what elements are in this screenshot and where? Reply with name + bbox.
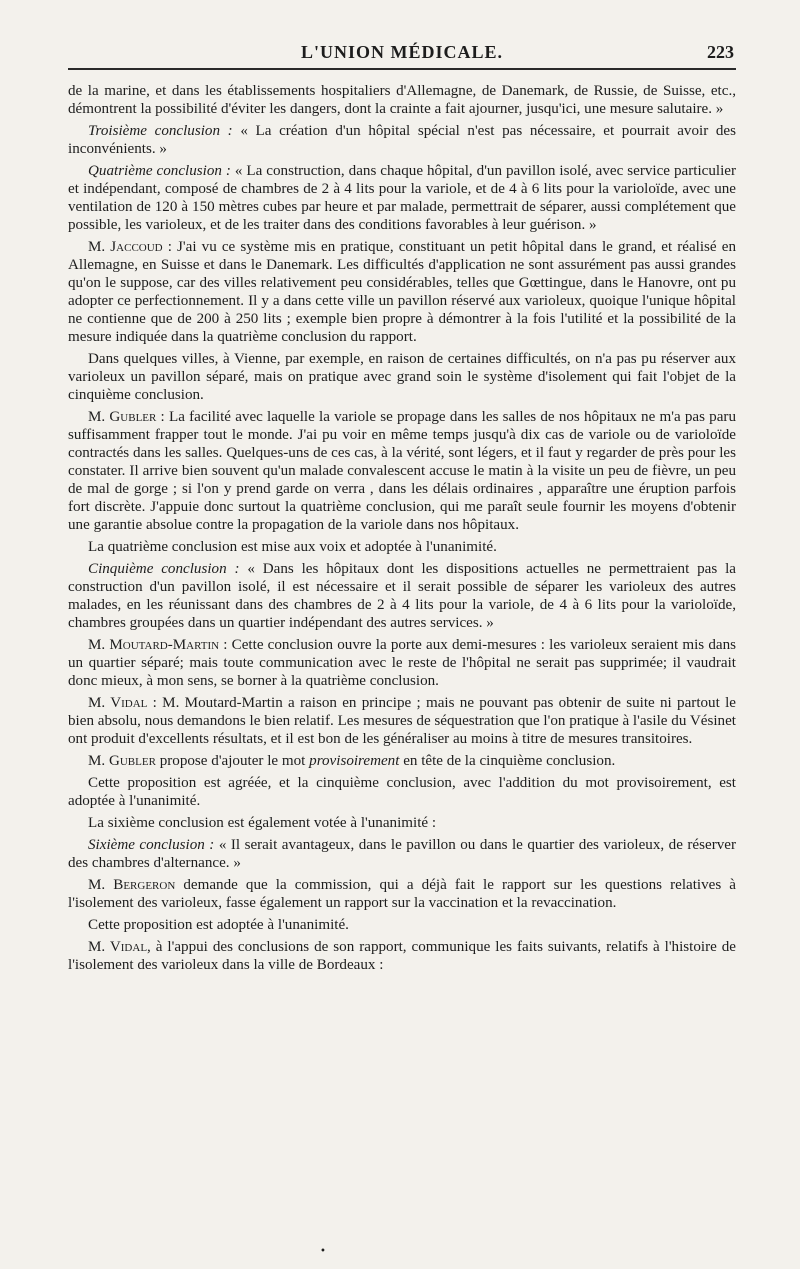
speaker-name: M. Gubler : [88,409,165,425]
paragraph-text: propose d'ajouter le mot [155,753,310,769]
paragraph-text: de la marine, et dans les établissements hospitaliers d'Allemagne, de Danemark, de Russie, de Suisse, etc., démontrent la possibilité d'éviter les dangers, dont la crainte a fait ajourner, jusqu'ici, une mesure salutaire. » [68,83,736,117]
paragraph [68,938,736,974]
paragraph [68,350,736,404]
conclusion-label: Cinquième conclusion : [88,561,240,577]
speaker-name: M. Vidal : [88,695,157,711]
conclusion-label: Quatrième conclusion : [88,163,231,179]
conclusion-label: Sixième conclusion : [88,837,215,853]
paragraph-text: J'ai vu ce système mis en pratique, constituant un petit hôpital dans le grand, et réalisé en Allemagne, en Suisse et dans le Danemark. Les difficultés d'application ne sont assurément pas aussi grandes qu'on le suppose, car des villes relativement peu considérables, telles que Gœttingue, dans le Hanovre, ont pu adopter ce perfectionnement. Il y a dans cette ville un pavillon réservé aux varioleux, quoique l'unique hôpital ne contienne que de 200 à 250 lits ; exemple bien propre à démontrer à la fois l'utilité et la possibilité de la mesure indiquée dans la quatrième conclusion du rapport. [68,239,736,345]
speaker-name: M. Gubler [88,753,156,769]
speaker-name: M. Vidal, [88,939,151,955]
paragraph-text: Cette proposition est adoptée à l'unanimité. [88,917,349,933]
footer-mark: • [320,1246,326,1257]
paragraph [68,752,736,770]
paragraph-text: La sixième conclusion est également votée à l'unanimité : [88,815,437,831]
paragraph [68,814,736,832]
paragraph [68,694,736,748]
paragraph-text: « Il serait avantageux, dans le pavillon ou dans le quartier des varioleux, de réserver des chambres d'alternance. » [68,837,737,871]
paragraph-text: M. Moutard-Martin a raison en principe ; mais ne pouvant pas obtenir de suite ni partout le bien absolu, nous demandons le bien relatif. Les mesures de séquestration que l'on pratique à l'asile du Vésinet ont produit d'excellents résultats, et il est bon de les généraliser au moins à titre de mesures transitoires. [68,695,736,747]
conclusion-label: Troisième conclusion : [88,123,233,139]
paragraph-text: en tête de la cinquième conclusion. [399,753,616,769]
paragraph-text: « La création d'un hôpital spécial n'est pas nécessaire, et pourrait avoir des inconvénients. » [68,123,736,157]
paragraph [68,774,736,810]
paragraph [68,636,736,690]
paragraph-text: Cette conclusion ouvre la porte aux demi-mesures : les varioleux seraient mis dans un quartier séparé; mais toute communication avec le reste de l'hôpital ne serait pas supprimée; il vaudrait donc mieux, à mon sens, se borner à la quatrième conclusion. [68,637,737,689]
paragraph [68,836,736,872]
paragraph [68,162,736,234]
page-header [68,38,736,70]
paragraph-text: « Dans les hôpitaux dont les dispositions actuelles ne permettraient pas la construction d'un pavillon isolé, il est nécessaire et il serait possible de séparer les varioleux des autres malades, en les réunissant dans des chambres de 2 à 4 lits pour la variole, de 4 à 6 lits pour la varioloïde, chambres groupées dans un quartier indépendant des autres services. » [68,561,736,631]
page-number: 223 [707,42,734,62]
paragraph-text: à l'appui des conclusions de son rapport, communique les faits suivants, relatifs à l'histoire de l'isolement des varioleux dans la ville de Bordeaux : [68,939,737,973]
paragraph-text: Dans quelques villes, à Vienne, par exemple, en raison de certaines difficultés, on n'a pas pu réserver aux varioleux un pavillon séparé, mais on pratique avec grand soin le système d'isolement qui fait l'objet de la cinquième conclusion. [68,351,736,403]
paragraph [68,916,736,934]
paragraph [68,238,736,346]
emphasized-word: provisoirement [309,753,400,769]
paragraph [68,82,736,118]
paragraph-text: Cette proposition est agréée, et la cinquième conclusion, avec l'addition du mot provisoirement, est adoptée à l'unanimité. [68,775,736,809]
running-head: L'UNION MÉDICALE. [300,42,504,62]
speaker-name: M. Bergeron [88,877,176,893]
speaker-name: M. Moutard-Martin : [88,637,228,653]
paragraph [68,538,736,556]
paragraph [68,876,736,912]
paragraph-text: « La construction, dans chaque hôpital, d'un pavillon isolé, avec service particulier et indépendant, composé de chambres de 2 à 4 lits pour la variole, et de 4 à 6 lits pour la varioloïde, avec une ventilation de 120 à 150 mètres cubes par heure et par malade, permettrait de séparer, aussi complétement que possible, les varioleux, et de les traiter dans des conditions favorables à leur guérison. » [68,163,736,233]
paragraph [68,122,736,158]
body-text [68,82,736,974]
paragraph-text: La quatrième conclusion est mise aux voix et adoptée à l'unanimité. [88,539,497,555]
paragraph-text: La facilité avec laquelle la variole se propage dans les salles de nos hôpitaux ne m'a pas paru suffisamment frapper tout le monde. J'ai pu voir en même temps jusqu'à dix cas de variole ou de varioloïde contractés dans les salles. Quelques-uns de ces cas, à la vérité, sont légers, et il faut y regarder de près pour les constater. Il arrive bien souvent qu'un malade convalescent accuse le matin à la visite un peu de fièvre, un peu de mal de gorge ; si l'on y prend garde on verra , dans les délais ordinaires , apparaître une éruption parfois fort discrète. J'appuie donc surtout la quatrième conclusion, qui me paraît seule fournir les moyens d'obtenir une garantie absolue contre la propagation de la variole dans nos hôpitaux. [68,409,736,533]
paragraph [68,560,736,632]
speaker-name: M. Jaccoud : [88,239,172,255]
paragraph-text: demande que la commission, qui a déjà fait le rapport sur les questions relatives à l'isolement des varioleux, fasse également un rapport sur la vaccination et la revaccination. [68,877,736,911]
paragraph [68,408,736,534]
